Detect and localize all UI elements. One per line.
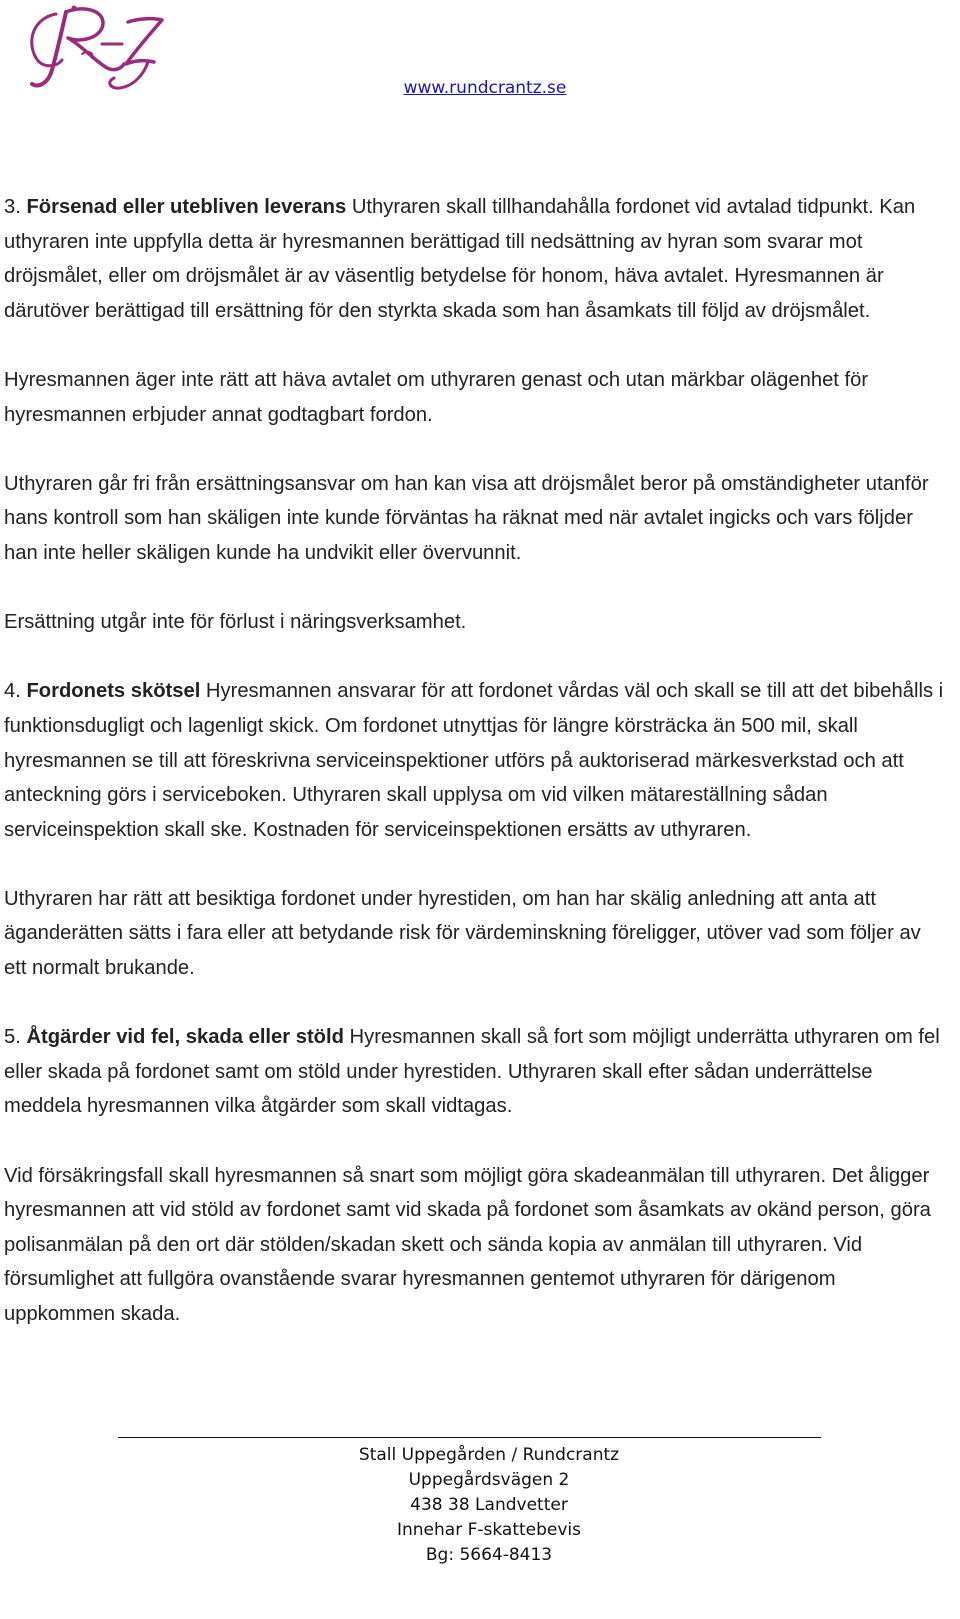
paragraph-3b: Hyresmannen äger inte rätt att häva avtalet om uthyraren genast och utan märkbar olägenhet för hyresmannen erbjuder annat godtagbart fordon. xyxy=(4,368,869,426)
section-5-paragraph xyxy=(4,1020,944,1124)
section-5-text: Hyresmannen skall så fort som möjligt underrätta uthyraren om fel eller skada på fordonet samt om stöld under hyrestiden. Uthyraren skall efter sådan underrättelse meddela hyresmannen vilka åtgärder som skall vidtagas. xyxy=(4,1026,940,1118)
section-4-paragraph xyxy=(4,674,944,847)
paragraph-3c: Uthyraren går fri från ersättningsansvar om han kan visa att dröjsmålet beror på omständigheter utanför hans kontroll som han skäligen inte kunde förväntas ha räknat med när avtalet ingicks och vars följder han inte heller skäligen kunde ha undvikit eller övervunnit. xyxy=(4,472,929,564)
document-body xyxy=(4,190,944,1366)
footer-street: Uppegårdsvägen 2 xyxy=(408,1470,570,1490)
section-4-text: Hyresmannen ansvarar för att fordonet vårdas väl och skall se till att det bibehålls i funktionsdugligt och lagenligt skick. Om fordonet utnyttjas för längre körsträcka än 500 mil, skall hyresmannen se till att föreskrivna serviceinspektioner utförs på auktoriserad märkesverkstad och att anteckning görs i serviceboken. Uthyraren skall upplysa om vid vilken mätareställning sådan serviceinspektion skall ske. Kostnaden för serviceinspektionen ersätts av uthyraren. xyxy=(4,680,944,841)
footer-company: Stall Uppegården / Rundcrantz xyxy=(358,1445,620,1465)
footer-tax: Innehar F-skattebevis xyxy=(396,1520,582,1540)
section-5-heading: Åtgärder vid fel, skada eller stöld xyxy=(26,1026,344,1049)
paragraph-3d: Ersättning utgår inte för förlust i näringsverksamhet. xyxy=(4,611,467,634)
paragraph-5b: Vid försäkringsfall skall hyresmannen så snart som möjligt göra skadeanmälan till uthyraren. Det åligger hyresmannen att vid stöld av fordonet samt vid skada på fordonet som åsamkats av okänd person, göra polisanmälan på den ort där stölden/skadan skett och sända kopia av anmälan till uthyraren. Vid försumlighet att fullgöra ovanstående svarar hyresmannen gentemot uthyraren för därigenom uppkommen skada. xyxy=(4,1164,931,1325)
section-3-text: Uthyraren skall tillhandahålla fordonet vid avtalad tidpunkt. Kan uthyraren inte uppfylla detta är hyresmannen berättigad till nedsättning av hyran som svarar mot dröjsmålet, eller om dröjsmålet är av väsentlig betydelse för honom, häva avtalet. Hyresmannen är därutöver berättigad till ersättning för den styrkta skada som han åsamkats till följd av dröjsmålet. xyxy=(4,196,916,322)
section-4-heading: Fordonets skötsel xyxy=(26,680,201,703)
section-3-number: 3. xyxy=(4,196,27,218)
paragraph-4b: Uthyraren har rätt att besiktiga fordonet under hyrestiden, om han har skälig anledning att anta att äganderätten sätts i fara eller att betydande risk för värdeminskning föreligger, utöver vad som följer av ett normalt brukande. xyxy=(4,887,921,980)
section-4-number: 4. xyxy=(4,680,27,703)
footer-bankgiro: Bg: 5664-8413 xyxy=(425,1545,553,1565)
footer-postal: 438 38 Landvetter xyxy=(410,1495,568,1515)
footer-divider xyxy=(118,1437,821,1438)
section-3-heading: Försenad eller utebliven leverans xyxy=(26,196,347,218)
website-link[interactable]: www.rundcrantz.se xyxy=(403,78,567,98)
section-3-paragraph xyxy=(4,190,944,328)
footer xyxy=(0,1443,960,1568)
section-5-number: 5. xyxy=(4,1026,27,1049)
